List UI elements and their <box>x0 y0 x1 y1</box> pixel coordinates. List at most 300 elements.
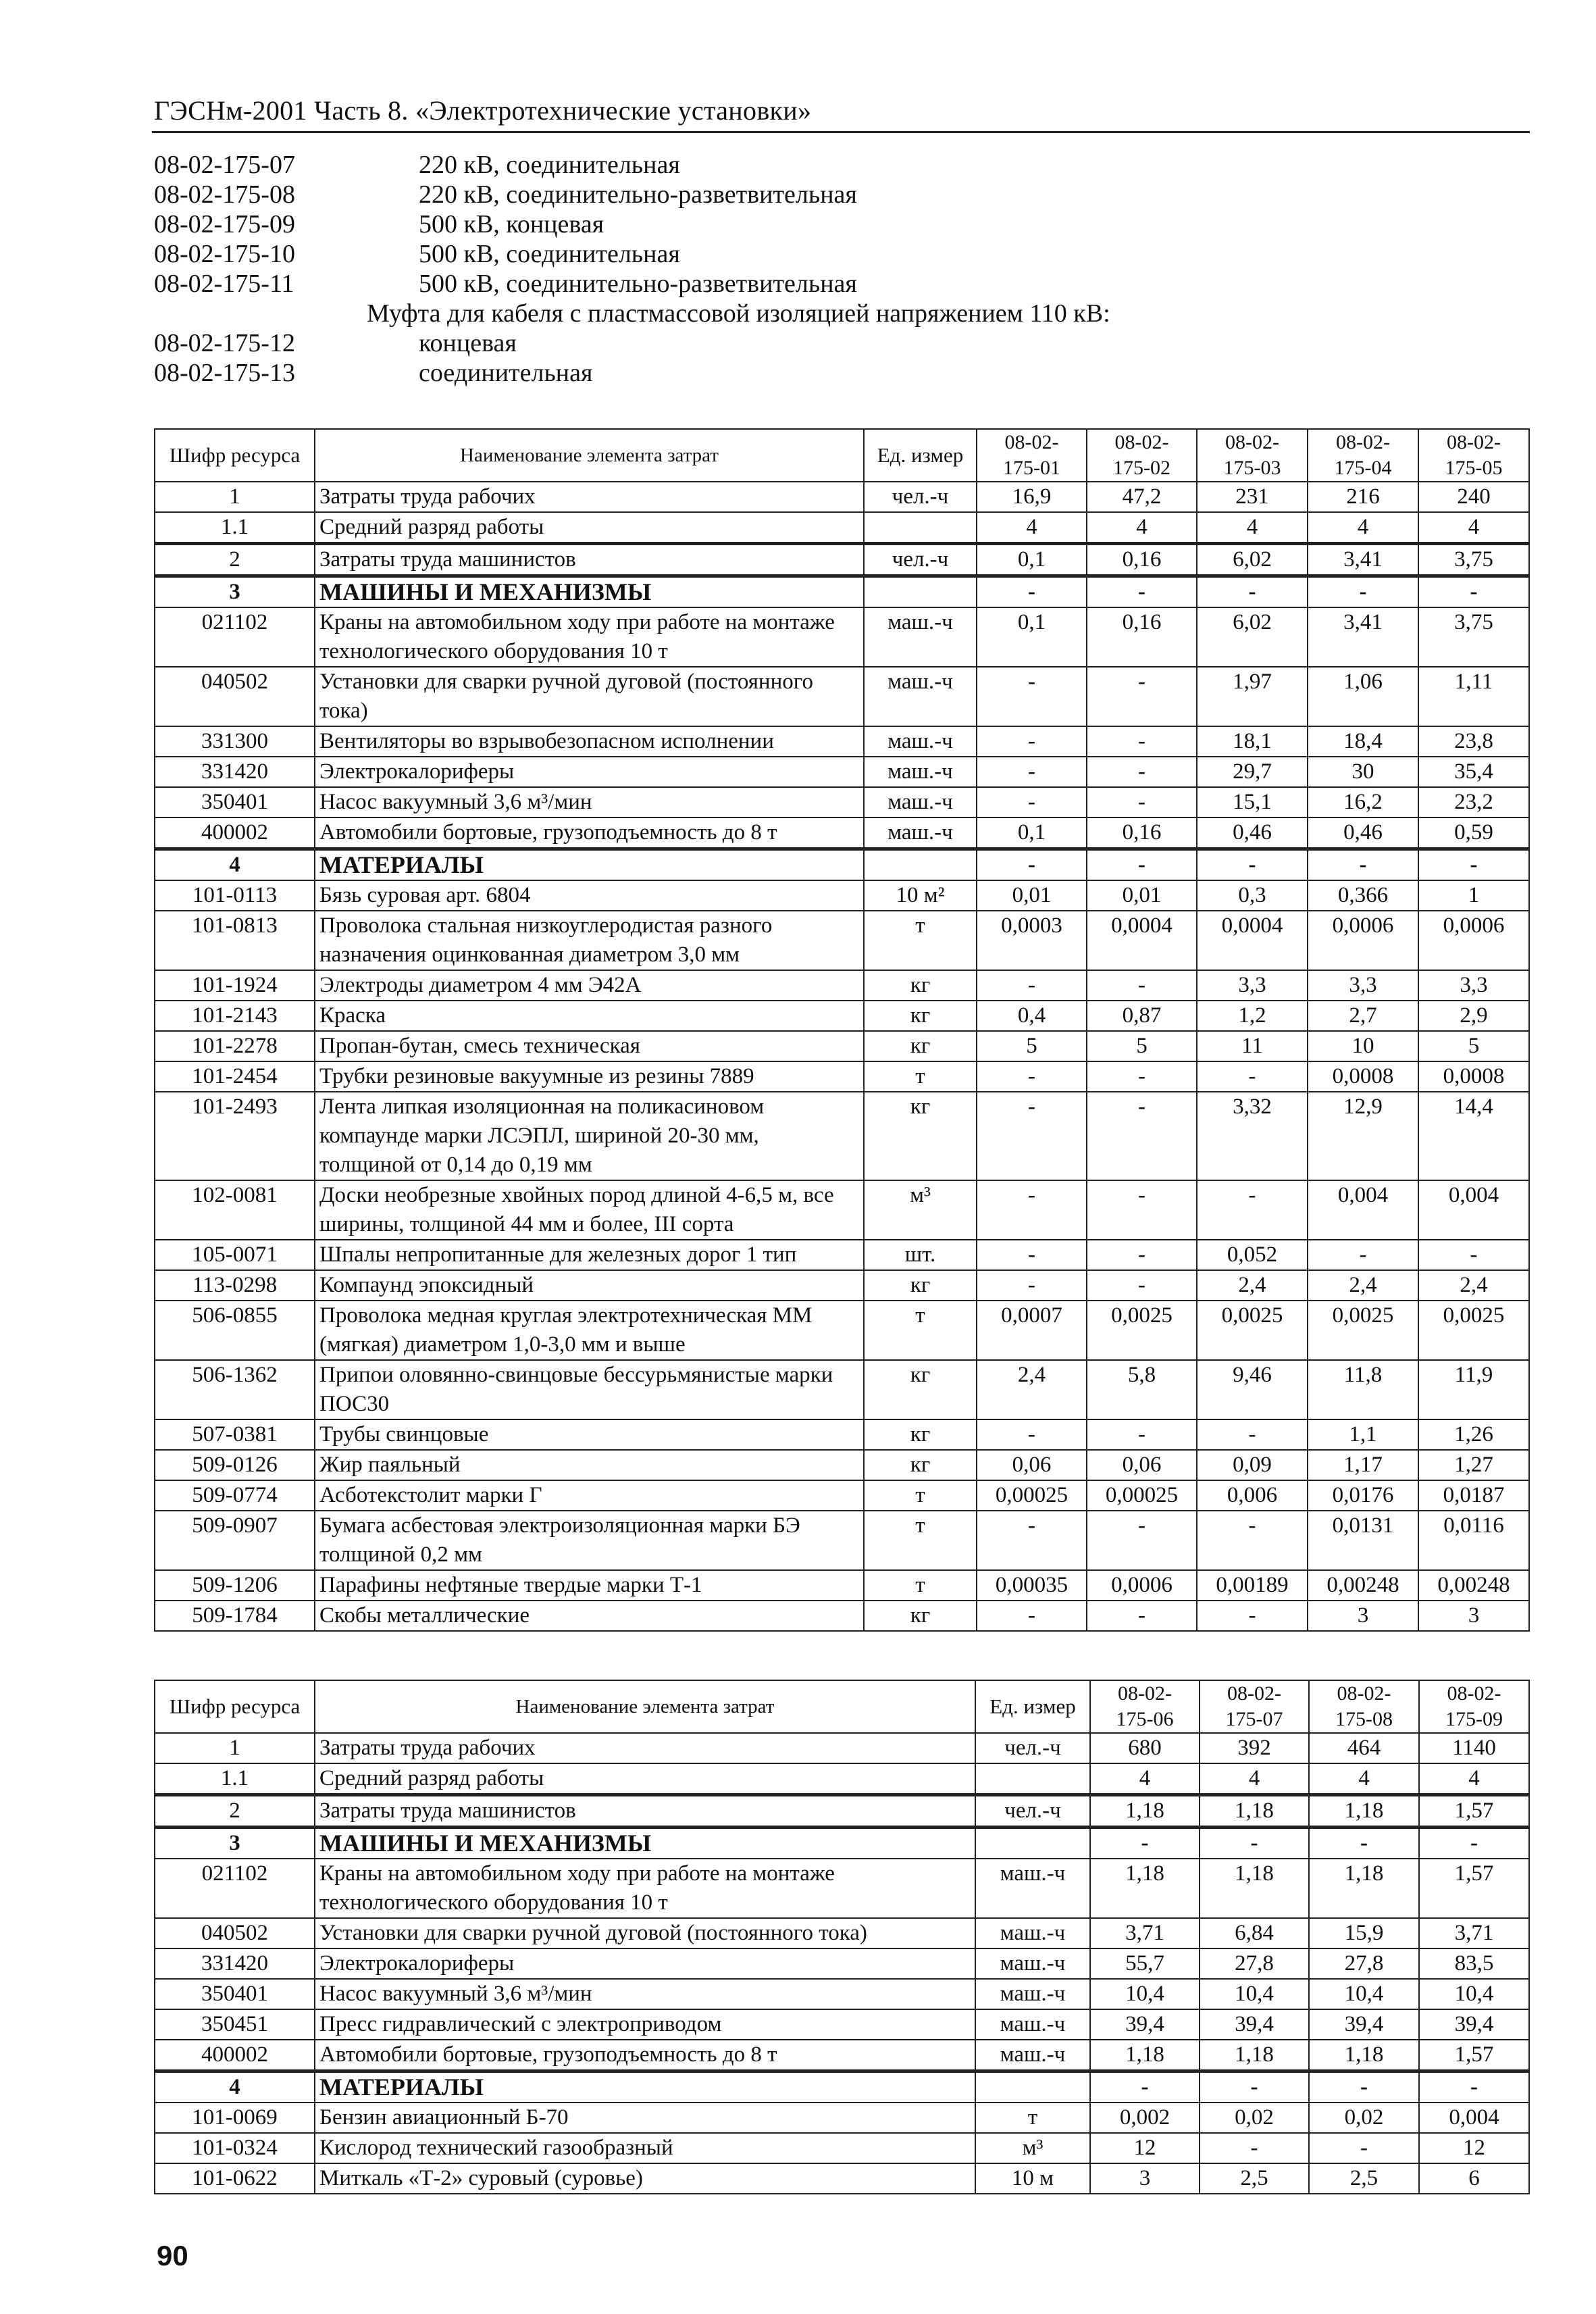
cost-element-cell: Асботекстолит марки Г <box>315 1480 864 1511</box>
norm-value-cell: 4 <box>1197 512 1308 544</box>
norm-value-cell: 4 <box>1419 1763 1529 1795</box>
norm-value-cell: - <box>977 970 1087 1001</box>
norm-value-cell: - <box>1090 1828 1200 1859</box>
norm-value-cell: 0,004 <box>1419 2103 1529 2133</box>
norm-value-cell: 3 <box>1090 2163 1200 2194</box>
section-row <box>155 2071 1529 2103</box>
norm-value-cell: 0,00189 <box>1197 1570 1308 1601</box>
table-row <box>155 880 1529 911</box>
norm-value-cell: 29,7 <box>1197 757 1308 787</box>
resource-code-cell: 1.1 <box>155 512 315 544</box>
norm-value-cell: 55,7 <box>1090 1948 1200 1979</box>
resource-code-cell: 101-0069 <box>155 2103 315 2133</box>
header-norm-col: 08-02- 175-04 <box>1308 429 1418 482</box>
norm-value-cell: - <box>977 667 1087 726</box>
cost-element-cell: Вентиляторы во взрывобезопасном исполнении <box>315 726 864 757</box>
norm-value-cell: 4 <box>1309 1763 1419 1795</box>
table-row <box>155 1480 1529 1511</box>
norm-value-cell: 0,1 <box>977 544 1087 576</box>
norm-value-cell: 1,18 <box>1309 1859 1419 1918</box>
norm-value-cell: - <box>977 576 1087 608</box>
unit-cell <box>864 576 977 608</box>
norm-value-cell: 3,41 <box>1308 607 1418 667</box>
norm-code: 08-02-175-10 <box>154 240 295 268</box>
cost-element-cell: Компаунд эпоксидный <box>315 1270 864 1301</box>
norm-value-cell: 3,32 <box>1197 1092 1308 1180</box>
cost-element-cell: Установки для сварки ручной дуговой (постоянного тока) <box>315 1918 975 1948</box>
norm-code: 08-02-175-07 <box>154 151 295 179</box>
norm-value-cell: 14,4 <box>1418 1092 1529 1180</box>
norm-value-cell: 23,2 <box>1418 787 1529 818</box>
norm-value-cell: 0,01 <box>1087 880 1197 911</box>
norm-value-cell: 16,9 <box>977 482 1087 512</box>
norm-description: 220 кВ, соединительная <box>419 151 680 179</box>
norm-value-cell: 0,0008 <box>1308 1061 1418 1092</box>
header-norm-col: 08-02- 175-08 <box>1309 1680 1419 1733</box>
table-row <box>155 911 1529 970</box>
cost-element-cell: Краны на автомобильном ходу при работе на монтаже технологического оборудования 10 т <box>315 607 864 667</box>
norm-value-cell: 2,7 <box>1308 1001 1418 1031</box>
norm-value-cell: 6 <box>1419 2163 1529 2194</box>
header-norm-col: 08-02- 175-05 <box>1418 429 1529 482</box>
norm-value-cell: - <box>1197 849 1308 881</box>
norm-description: Муфта для кабеля с пластмассовой изоляцией напряжением 110 кВ: <box>367 299 1110 328</box>
norm-value-cell: 0,004 <box>1308 1180 1418 1240</box>
resource-code-cell: 101-2278 <box>155 1031 315 1061</box>
norm-value-cell: 2,4 <box>1308 1270 1418 1301</box>
norm-value-cell: 0,0006 <box>1418 911 1529 970</box>
table-row <box>155 1733 1529 1763</box>
header-norm-col: 08-02- 175-03 <box>1197 429 1308 482</box>
norm-value-cell: - <box>977 1180 1087 1240</box>
unit-cell: т <box>864 1301 977 1360</box>
norm-value-cell: 4 <box>1087 512 1197 544</box>
norm-value-cell: 9,46 <box>1197 1360 1308 1419</box>
unit-cell: кг <box>864 1270 977 1301</box>
norm-value-cell: 3,3 <box>1308 970 1418 1001</box>
norm-value-cell: 240 <box>1418 482 1529 512</box>
norm-value-cell: 3 <box>1418 1601 1529 1631</box>
norm-value-cell: 27,8 <box>1309 1948 1419 1979</box>
norm-value-cell: - <box>1087 1419 1197 1450</box>
table-row <box>155 1795 1529 1828</box>
norm-value-cell: 0,0116 <box>1418 1511 1529 1570</box>
norm-value-cell: 0,46 <box>1197 818 1308 849</box>
norm-value-cell: 0,006 <box>1197 1480 1308 1511</box>
norm-value-cell: 3,75 <box>1418 544 1529 576</box>
norm-value-cell: 0,0176 <box>1308 1480 1418 1511</box>
header-unit: Ед. измер <box>975 1680 1090 1733</box>
norm-description: концевая <box>419 329 517 357</box>
norm-value-cell: 0,4 <box>977 1001 1087 1031</box>
norm-value-cell: - <box>977 787 1087 818</box>
cost-element-cell: Установки для сварки ручной дуговой (постоянного тока) <box>315 667 864 726</box>
header-unit: Ед. измер <box>864 429 977 482</box>
norm-value-cell: 0,87 <box>1087 1001 1197 1031</box>
norm-value-cell: - <box>977 1240 1087 1270</box>
header-divider <box>152 131 1530 133</box>
norm-value-cell: - <box>1309 2071 1419 2103</box>
cost-element-cell: Автомобили бортовые, грузоподъемность до 8 т <box>315 2040 975 2071</box>
norm-value-cell: 10,4 <box>1090 1979 1200 2009</box>
norm-value-cell: - <box>1308 849 1418 881</box>
cost-element-cell: МАШИНЫ И МЕХАНИЗМЫ <box>315 576 864 608</box>
norm-value-cell: 11,8 <box>1308 1360 1418 1419</box>
norm-value-cell: - <box>1087 1092 1197 1180</box>
cost-element-cell: Затраты труда рабочих <box>315 482 864 512</box>
norm-value-cell: 0,16 <box>1087 607 1197 667</box>
unit-cell: чел.-ч <box>975 1795 1090 1828</box>
norm-code: 08-02-175-13 <box>154 359 295 387</box>
resource-code-cell: 331420 <box>155 1948 315 1979</box>
norm-value-cell: - <box>1197 576 1308 608</box>
resource-code-cell: 101-0324 <box>155 2133 315 2163</box>
cost-element-cell: Затраты труда машинистов <box>315 1795 975 1828</box>
resource-code-cell: 509-1784 <box>155 1601 315 1631</box>
norm-value-cell: 0,1 <box>977 818 1087 849</box>
unit-cell <box>864 849 977 881</box>
norm-value-cell: 18,4 <box>1308 726 1418 757</box>
norm-value-cell: - <box>1087 1601 1197 1631</box>
norm-value-cell: 12,9 <box>1308 1092 1418 1180</box>
norm-value-cell: 0,0008 <box>1418 1061 1529 1092</box>
header-norm-col: 08-02- 175-01 <box>977 429 1087 482</box>
norm-value-cell: 1 <box>1418 880 1529 911</box>
unit-cell: м³ <box>975 2133 1090 2163</box>
norm-value-cell: 0,02 <box>1200 2103 1309 2133</box>
table-row <box>155 2103 1529 2133</box>
cost-element-cell: МАТЕРИАЛЫ <box>315 849 864 881</box>
resource-code-cell: 350401 <box>155 1979 315 2009</box>
resource-code-cell: 506-1362 <box>155 1360 315 1419</box>
norm-value-cell: 0,1 <box>977 607 1087 667</box>
table-row <box>155 1061 1529 1092</box>
resource-code-cell: 3 <box>155 576 315 608</box>
cost-element-cell: Краны на автомобильном ходу при работе на монтаже технологического оборудования 10 т <box>315 1859 975 1918</box>
unit-cell: маш.-ч <box>975 1918 1090 1948</box>
header-cost-element: Наименование элемента затрат <box>315 1680 975 1733</box>
resource-code-cell: 101-2493 <box>155 1092 315 1180</box>
table-row <box>155 1918 1529 1948</box>
norm-value-cell: 2,4 <box>1418 1270 1529 1301</box>
norm-value-cell: 1,18 <box>1309 2040 1419 2071</box>
unit-cell: маш.-ч <box>864 757 977 787</box>
table-row <box>155 667 1529 726</box>
norm-value-cell: 0,0187 <box>1418 1480 1529 1511</box>
norm-value-cell: 5 <box>1087 1031 1197 1061</box>
unit-cell: маш.-ч <box>975 1948 1090 1979</box>
norm-value-cell: 1,57 <box>1419 1859 1529 1918</box>
cost-element-cell: Бензин авиационный Б-70 <box>315 2103 975 2133</box>
norm-value-cell: - <box>1087 1240 1197 1270</box>
norm-value-cell: - <box>977 1601 1087 1631</box>
table-row <box>155 1601 1529 1631</box>
norm-value-cell: 16,2 <box>1308 787 1418 818</box>
table-row <box>155 970 1529 1001</box>
resource-code-cell: 331420 <box>155 757 315 787</box>
table-row <box>155 1570 1529 1601</box>
table-row <box>155 1979 1529 2009</box>
cost-element-cell: Доски необрезные хвойных пород длиной 4-6,5 м, все ширины, толщиной 44 мм и более, III сорта <box>315 1180 864 1240</box>
resource-code-cell: 506-0855 <box>155 1301 315 1360</box>
unit-cell: маш.-ч <box>864 818 977 849</box>
unit-cell: маш.-ч <box>975 1859 1090 1918</box>
unit-cell: т <box>975 2103 1090 2133</box>
resource-code-cell: 509-1206 <box>155 1570 315 1601</box>
cost-element-cell: Электроды диаметром 4 мм Э42А <box>315 970 864 1001</box>
cost-element-cell: Припои оловянно-свинцовые бессурьмянистые марки ПОС30 <box>315 1360 864 1419</box>
norm-code: 08-02-175-09 <box>154 210 295 238</box>
table-row <box>155 1763 1529 1795</box>
resource-code-cell: 2 <box>155 544 315 576</box>
norm-code: 08-02-175-11 <box>154 270 294 298</box>
norm-value-cell: 18,1 <box>1197 726 1308 757</box>
unit-cell <box>975 1828 1090 1859</box>
norm-description: 500 кВ, концевая <box>419 210 604 238</box>
norm-value-cell: 231 <box>1197 482 1308 512</box>
norm-value-cell: 0,002 <box>1090 2103 1200 2133</box>
cost-element-cell: Пресс гидравлический с электроприводом <box>315 2009 975 2040</box>
cost-element-cell: Бумага асбестовая электроизоляционная марки БЭ толщиной 0,2 мм <box>315 1511 864 1570</box>
norm-value-cell: 2,9 <box>1418 1001 1529 1031</box>
table-row <box>155 1240 1529 1270</box>
norm-value-cell: 0,09 <box>1197 1450 1308 1480</box>
header-cost-element: Наименование элемента затрат <box>315 429 864 482</box>
resource-code-cell: 3 <box>155 1828 315 1859</box>
table-row <box>155 2040 1529 2071</box>
norm-value-cell: 0,00025 <box>977 1480 1087 1511</box>
norm-value-cell: 2,4 <box>1197 1270 1308 1301</box>
unit-cell <box>975 1763 1090 1795</box>
norm-value-cell: - <box>1197 1511 1308 1570</box>
resource-code-cell: 2 <box>155 1795 315 1828</box>
norm-value-cell: 1,57 <box>1419 1795 1529 1828</box>
norm-value-cell: 1,57 <box>1419 2040 1529 2071</box>
table-row <box>155 1450 1529 1480</box>
norm-value-cell: 680 <box>1090 1733 1200 1763</box>
cost-element-cell: Проволока стальная низкоуглеродистая разного назначения оцинкованная диаметром 3,0 мм <box>315 911 864 970</box>
norm-value-cell: - <box>977 1061 1087 1092</box>
norm-value-cell: 10,4 <box>1419 1979 1529 2009</box>
cost-element-cell: МАТЕРИАЛЫ <box>315 2071 975 2103</box>
unit-cell: кг <box>864 1450 977 1480</box>
norm-value-cell: - <box>1087 970 1197 1001</box>
resource-table-1 <box>154 428 1530 1632</box>
norm-value-cell: 0,0025 <box>1308 1301 1418 1360</box>
resource-code-cell: 4 <box>155 849 315 881</box>
norm-value-cell: - <box>977 757 1087 787</box>
cost-element-cell: Жир паяльный <box>315 1450 864 1480</box>
table-row <box>155 726 1529 757</box>
norm-value-cell: 0,3 <box>1197 880 1308 911</box>
norm-value-cell: - <box>1419 1828 1529 1859</box>
resource-code-cell: 331300 <box>155 726 315 757</box>
norm-value-cell: 47,2 <box>1087 482 1197 512</box>
unit-cell <box>975 2071 1090 2103</box>
norm-value-cell: 10 <box>1308 1031 1418 1061</box>
norm-value-cell: 5 <box>977 1031 1087 1061</box>
header-norm-col: 08-02- 175-06 <box>1090 1680 1200 1733</box>
norm-value-cell: - <box>977 1270 1087 1301</box>
table-row <box>155 2133 1529 2163</box>
resource-code-cell: 021102 <box>155 1859 315 1918</box>
table-row <box>155 818 1529 849</box>
norm-value-cell: - <box>1087 726 1197 757</box>
norm-value-cell: 0,0004 <box>1197 911 1308 970</box>
norm-value-cell: - <box>1087 576 1197 608</box>
norm-value-cell: 0,00248 <box>1308 1570 1418 1601</box>
table-row <box>155 1270 1529 1301</box>
norm-value-cell: 3,75 <box>1418 607 1529 667</box>
norm-value-cell: - <box>1090 2071 1200 2103</box>
norm-value-cell: 3,3 <box>1418 970 1529 1001</box>
table-row <box>155 1301 1529 1360</box>
norm-value-cell: - <box>1087 1270 1197 1301</box>
norm-value-cell: - <box>1200 1828 1309 1859</box>
norm-value-cell: 0,0131 <box>1308 1511 1418 1570</box>
norm-value-cell: 10,4 <box>1309 1979 1419 2009</box>
table-row <box>155 1419 1529 1450</box>
norm-value-cell: - <box>1200 2071 1309 2103</box>
resource-code-cell: 101-1924 <box>155 970 315 1001</box>
norm-value-cell: 5,8 <box>1087 1360 1197 1419</box>
norm-value-cell: - <box>1087 667 1197 726</box>
norm-value-cell: 0,0003 <box>977 911 1087 970</box>
cost-element-cell: Бязь суровая арт. 6804 <box>315 880 864 911</box>
resource-code-cell: 509-0126 <box>155 1450 315 1480</box>
table-row <box>155 482 1529 512</box>
table-row <box>155 1859 1529 1918</box>
unit-cell: маш.-ч <box>975 2009 1090 2040</box>
unit-cell: маш.-ч <box>975 2040 1090 2071</box>
unit-cell: м³ <box>864 1180 977 1240</box>
header-resource-code: Шифр ресурса <box>155 1680 315 1733</box>
norm-value-cell: - <box>1087 849 1197 881</box>
norm-value-cell: 0,00248 <box>1418 1570 1529 1601</box>
norm-value-cell: - <box>1309 2133 1419 2163</box>
section-row <box>155 576 1529 608</box>
norm-value-cell: 11,9 <box>1418 1360 1529 1419</box>
norm-description: 500 кВ, соединительная <box>419 240 680 268</box>
norm-value-cell: 216 <box>1308 482 1418 512</box>
unit-cell: кг <box>864 1001 977 1031</box>
table-row <box>155 607 1529 667</box>
resource-code-cell: 105-0071 <box>155 1240 315 1270</box>
table-row <box>155 1001 1529 1031</box>
unit-cell: 10 м² <box>864 880 977 911</box>
cost-element-cell: Парафины нефтяные твердые марки Т-1 <box>315 1570 864 1601</box>
norm-value-cell: 1,18 <box>1309 1795 1419 1828</box>
resource-code-cell: 021102 <box>155 607 315 667</box>
unit-cell: кг <box>864 1601 977 1631</box>
unit-cell <box>864 512 977 544</box>
norm-value-cell: 0,366 <box>1308 880 1418 911</box>
norm-value-cell: - <box>977 1419 1087 1450</box>
norm-value-cell: 39,4 <box>1419 2009 1529 2040</box>
norm-value-cell: 0,00035 <box>977 1570 1087 1601</box>
norm-value-cell: - <box>1197 1061 1308 1092</box>
norm-description: соединительная <box>419 359 593 387</box>
norm-value-cell: - <box>1087 1061 1197 1092</box>
norm-value-cell: - <box>1197 1601 1308 1631</box>
table-row <box>155 512 1529 544</box>
header-norm-col: 08-02- 175-02 <box>1087 429 1197 482</box>
norm-value-cell: 0,46 <box>1308 818 1418 849</box>
unit-cell: маш.-ч <box>864 787 977 818</box>
norm-value-cell: 1,17 <box>1308 1450 1418 1480</box>
unit-cell: т <box>864 1480 977 1511</box>
page-header-title: ГЭСНм-2001 Часть 8. «Электротехнические установки» <box>154 95 812 126</box>
norm-value-cell: - <box>977 1092 1087 1180</box>
resource-code-cell: 507-0381 <box>155 1419 315 1450</box>
norm-value-cell: 39,4 <box>1200 2009 1309 2040</box>
norm-value-cell: 4 <box>1200 1763 1309 1795</box>
cost-element-cell: Насос вакуумный 3,6 м³/мин <box>315 787 864 818</box>
norm-value-cell: - <box>1418 849 1529 881</box>
norm-value-cell: 6,02 <box>1197 544 1308 576</box>
norm-value-cell: 1,2 <box>1197 1001 1308 1031</box>
norm-value-cell: 0,0025 <box>1087 1301 1197 1360</box>
norm-value-cell: 3,71 <box>1090 1918 1200 1948</box>
norm-value-cell: - <box>1087 787 1197 818</box>
unit-cell: маш.-ч <box>864 667 977 726</box>
unit-cell: кг <box>864 1031 977 1061</box>
unit-cell: т <box>864 1570 977 1601</box>
norm-value-cell: 1,97 <box>1197 667 1308 726</box>
cost-element-cell: Электрокалориферы <box>315 1948 975 1979</box>
cost-element-cell: Лента липкая изоляционная на поликасиновом компаунде марки ЛСЭПЛ, шириной 20-30 мм, толщиной от 0,14 до 0,19 мм <box>315 1092 864 1180</box>
unit-cell: т <box>864 1511 977 1570</box>
cost-element-cell: Скобы металлические <box>315 1601 864 1631</box>
resource-code-cell: 400002 <box>155 818 315 849</box>
norm-value-cell: 0,004 <box>1418 1180 1529 1240</box>
unit-cell: т <box>864 1061 977 1092</box>
norm-value-cell: 1,18 <box>1090 1859 1200 1918</box>
norm-value-cell: 1,18 <box>1200 2040 1309 2071</box>
unit-cell: маш.-ч <box>975 1979 1090 2009</box>
resource-table-2 <box>154 1680 1530 2194</box>
norm-value-cell: 12 <box>1090 2133 1200 2163</box>
section-row <box>155 1828 1529 1859</box>
norm-value-cell: 0,0025 <box>1197 1301 1308 1360</box>
norm-code: 08-02-175-08 <box>154 180 295 209</box>
resource-code-cell: 101-2454 <box>155 1061 315 1092</box>
norm-value-cell: - <box>1200 2133 1309 2163</box>
norm-value-cell: - <box>1087 1511 1197 1570</box>
cost-element-cell: Пропан-бутан, смесь техническая <box>315 1031 864 1061</box>
unit-cell: 10 м <box>975 2163 1090 2194</box>
norm-value-cell: - <box>977 1511 1087 1570</box>
norm-value-cell: 3 <box>1308 1601 1418 1631</box>
cost-element-cell: Краска <box>315 1001 864 1031</box>
norm-value-cell: 2,5 <box>1309 2163 1419 2194</box>
table-row <box>155 757 1529 787</box>
norm-value-cell: 27,8 <box>1200 1948 1309 1979</box>
table-row <box>155 1031 1529 1061</box>
norm-value-cell: 1,18 <box>1200 1859 1309 1918</box>
norm-value-cell: - <box>1197 1180 1308 1240</box>
resource-code-cell: 101-0113 <box>155 880 315 911</box>
norm-value-cell: 0,0025 <box>1418 1301 1529 1360</box>
unit-cell: маш.-ч <box>864 726 977 757</box>
page-number: 90 <box>157 2240 188 2271</box>
norm-value-cell: 15,9 <box>1309 1918 1419 1948</box>
resource-code-cell: 102-0081 <box>155 1180 315 1240</box>
norm-value-cell: 2,4 <box>977 1360 1087 1419</box>
norm-description: 220 кВ, соединительно-разветвительная <box>419 180 857 209</box>
cost-element-cell: Электрокалориферы <box>315 757 864 787</box>
unit-cell: чел.-ч <box>864 482 977 512</box>
